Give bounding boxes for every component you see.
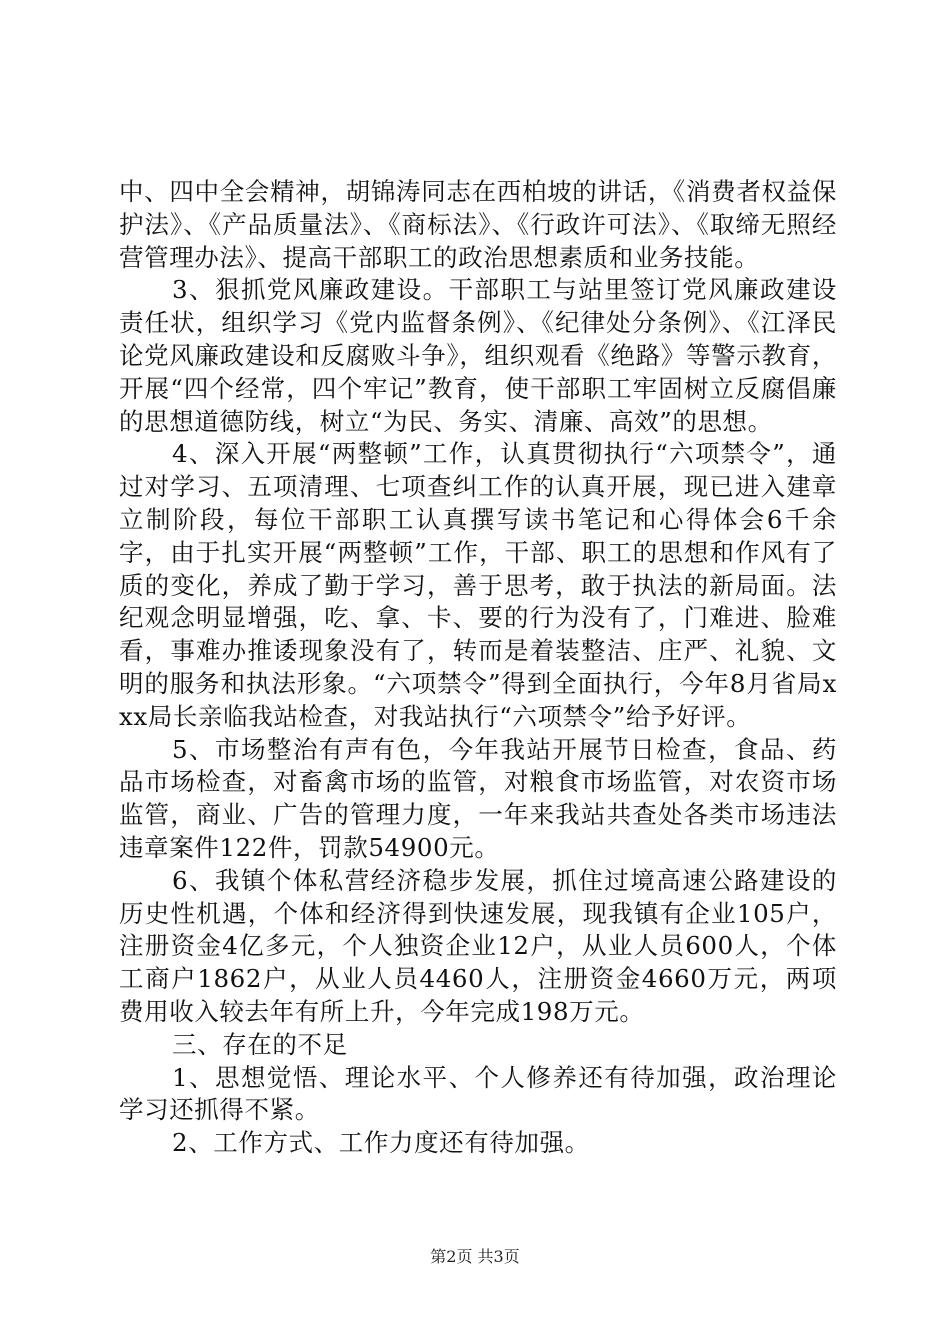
paragraph-market-regulation: 5、市场整治有声有色，今年我站开展节日检查，食品、药品市场检查，对畜禽市场的监管，对粮食市场监管，对农资市场监管，商业、广告的管理力度，一年来我站共查处各类市场违法违章案件122件，罚款54900元。 [119, 734, 837, 862]
page-number-label: 第2页 共3页 [430, 1247, 520, 1266]
paragraph-study-continuation: 中、四中全会精神，胡锦涛同志在西柏坡的讲话，《消费者权益保护法》、《产品质量法》、《商标法》、《行政许可法》、《取缔无照经营管理办法》、提高干部职工的政治思想素质和业务技能。 [119, 177, 837, 272]
paragraph-private-economy: 6、我镇个体私营经济稳步发展，抓住过境高速公路建设的历史性机遇，个体和经济得到快速发展，现我镇有企业105户，注册资金4亿多元，个人独资企业12户，从业人员600人，个体工商户1862户，从业人员4460人，注册资金4660万元，两项费用收入较去年有所上升，今年完成198万元。 [119, 865, 837, 1026]
page-footer [0, 1244, 950, 1267]
paragraph-shortcoming-2: 2、工作方式、工作力度还有待加强。 [172, 1128, 590, 1158]
document-body [119, 176, 837, 1160]
paragraph-two-rectifications: 4、深入开展“两整顿”工作，认真贯彻执行“六项禁令”，通过对学习、五项清理、七项查纠工作的认真开展，现已进入建章立制阶段，每位干部职工认真撰写读书笔记和心得体会6千余字，由于扎实开展“两整顿”工作，干部、职工的思想和作风有了质的变化，养成了勤于学习，善于思考，敢于执法的新局面。法纪观念明显增强，吃、拿、卡、要的行为没有了，门难进、脸难看，事难办推诿现象没有了，转而是着装整洁、庄严、礼貌、文明的服务和执法形象。“六项禁令”得到全面执行，今年8月省局xxx局长亲临我站检查，对我站执行“六项禁令”给予好评。 [119, 439, 837, 731]
paragraph-shortcoming-1: 1、思想觉悟、理论水平、个人修养还有待加强，政治理论学习还抓得不紧。 [119, 1062, 837, 1125]
section-heading-shortcomings: 三、存在的不足 [172, 1029, 348, 1059]
paragraph-anti-corruption: 3、狠抓党风廉政建设。干部职工与站里签订党风廉政建设责任状，组织学习《党内监督条例》、《纪律处分条例》、《江泽民论党风廉政建设和反腐败斗争》，组织观看《绝路》等警示教育，开展“四个经常，四个牢记”教育，使干部职工牢固树立反腐倡廉的思想道德防线，树立“为民、务实、清廉、高效”的思想。 [119, 275, 837, 436]
